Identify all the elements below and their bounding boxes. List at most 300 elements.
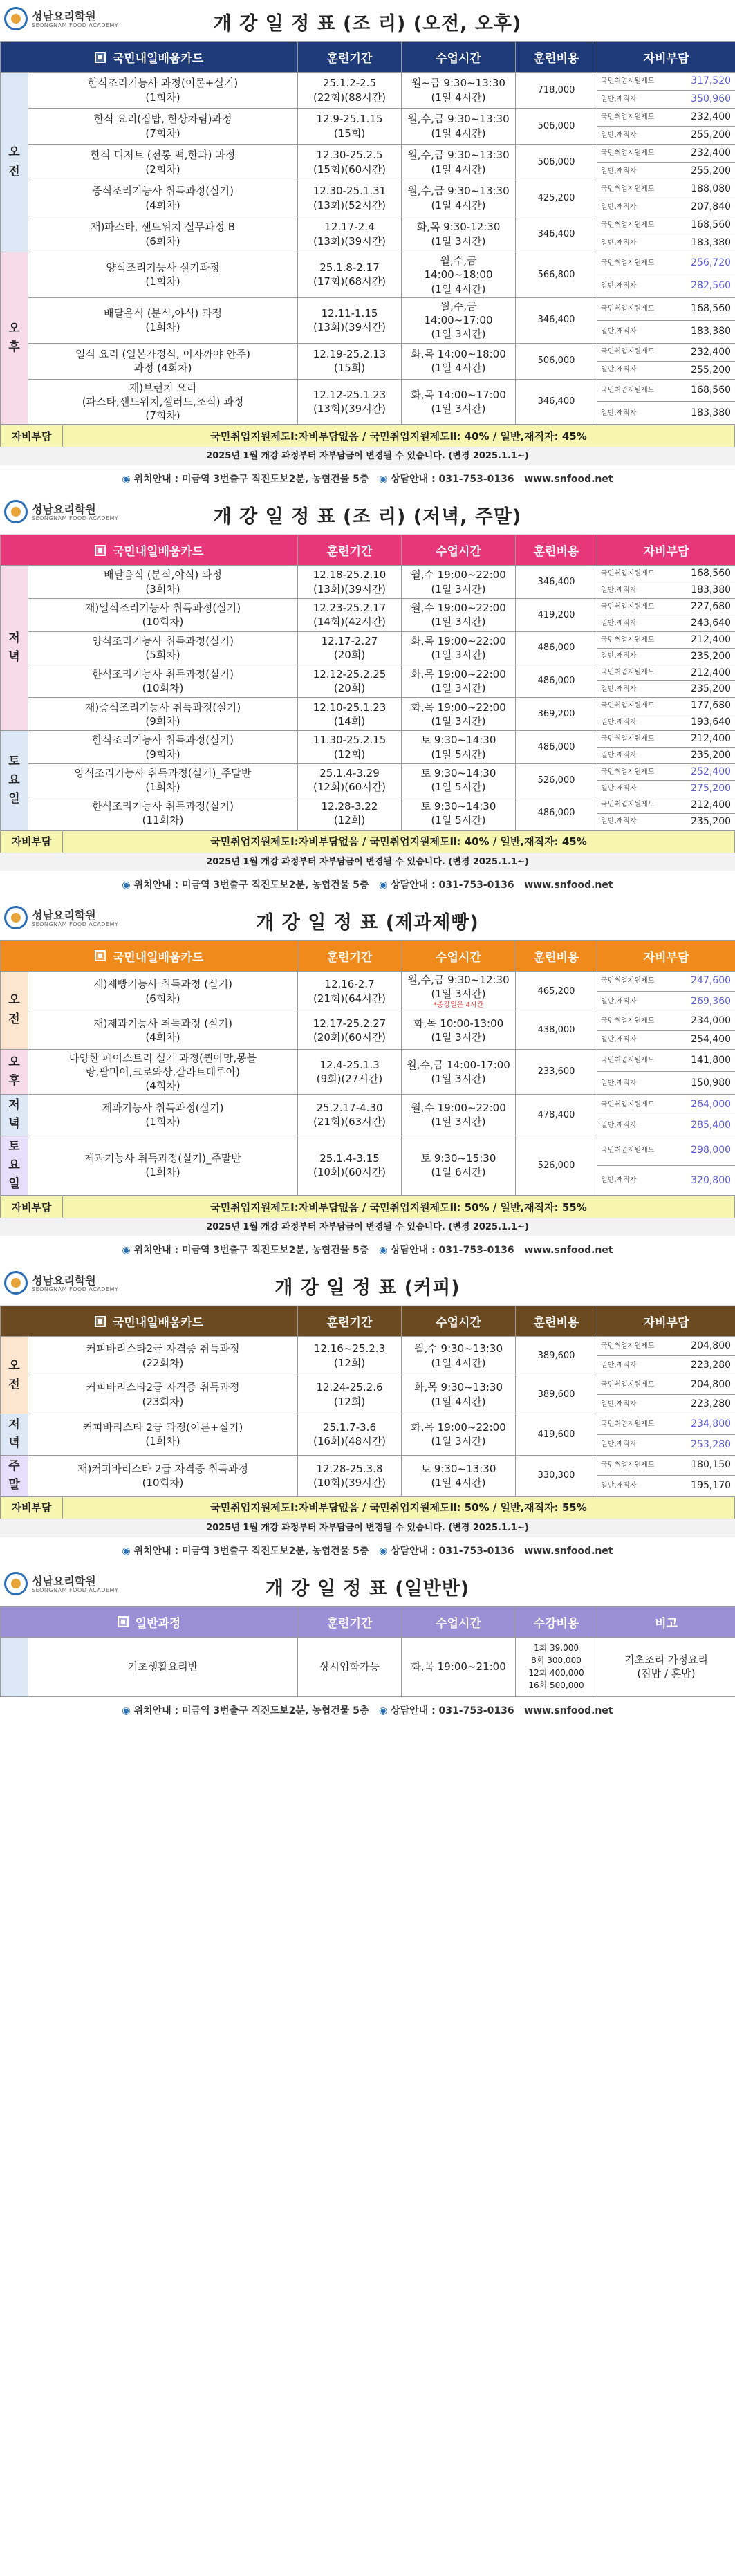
phone-icon: ◉	[379, 1545, 388, 1557]
tier-label: 일반,재직자	[597, 748, 673, 764]
table-row	[1, 109, 735, 127]
table-row	[1, 1637, 735, 1696]
tier-label: 국민취업지원제도	[597, 566, 673, 582]
contact-info: ◉ 위치안내 : 미금역 3번출구 직진도보2분, 농협건물 5층 ◉ 상담안내 : 031-753-0136 www.snfood.net	[122, 1245, 613, 1257]
page-title: 개 강 일 정 표 (조 리) (저녁, 주말)	[213, 506, 522, 528]
tier-label: 일반,재직자	[597, 1115, 673, 1136]
course-name: 기초생활요리반	[28, 1637, 298, 1696]
training-fee: 233,600	[516, 1049, 597, 1095]
table-row	[1, 73, 735, 91]
academy-logo: 성남요리학원 SEONGNAM FOOD ACADEMY	[4, 1268, 87, 1300]
self-pay-footer: 자비부담 국민취업지원제도Ⅰ:자비부담없음 / 국민취업지원제도Ⅱ: 40% / 일반,재직자: 45%	[0, 831, 735, 853]
self-pay-amount: 234,000	[673, 1012, 735, 1030]
self-pay-amount: 235,200	[673, 681, 735, 698]
schedule-table	[0, 1306, 735, 1497]
training-fee: 486,000	[516, 797, 597, 830]
class-time: 화,목 14:00~17:00 (1일 3시간)	[402, 379, 516, 425]
page-title: 개 강 일 정 표 (제과제빵)	[256, 911, 479, 934]
card-icon	[95, 1316, 106, 1327]
course-name: 배달음식 (분식,야식) 과정 (1회차)	[28, 297, 298, 343]
tier-label: 일반,재직자	[597, 198, 673, 216]
training-fee: 425,200	[516, 180, 597, 216]
tier-label: 국민취업지원제도	[597, 297, 673, 320]
period: 12.28-25.3.8 (10회)(39시간)	[298, 1455, 402, 1496]
page-title: 개 강 일 정 표 (조 리) (오전, 오후)	[213, 13, 522, 35]
period: 25.1.7-3.6 (16회)(48시간)	[298, 1414, 402, 1455]
training-fee: 718,000	[516, 73, 597, 109]
self-pay-amount: 350,960	[673, 91, 735, 109]
table-row	[1, 665, 735, 681]
class-time: 화,목 14:00~18:00 (1일 4시간)	[402, 343, 516, 379]
tier-label: 국민취업지원제도	[597, 1375, 673, 1395]
training-fee: 465,200	[516, 971, 597, 1012]
tier-label: 국민취업지원제도	[597, 971, 673, 992]
website-link[interactable]: www.snfood.net	[524, 1245, 613, 1257]
tier-label: 국민취업지원제도	[597, 1414, 673, 1435]
tier-label: 국민취업지원제도	[597, 145, 673, 163]
tier-label: 국민취업지원제도	[597, 379, 673, 402]
phone-icon: ◉	[379, 879, 388, 891]
col-class-time: 수업시간	[402, 1306, 516, 1337]
col-class-time: 수업시간	[402, 535, 516, 566]
self-pay-amount: 150,980	[673, 1072, 735, 1095]
section-header	[0, 1264, 735, 1306]
training-fee: 478,400	[516, 1095, 597, 1136]
period: 12.17-25.2.27 (20회)(60시간)	[298, 1012, 402, 1049]
schedule-table	[0, 535, 735, 830]
self-pay-amount: 168,560	[673, 216, 735, 234]
self-pay-amount: 207,840	[673, 198, 735, 216]
col-class-time: 수업시간	[402, 1606, 516, 1637]
notice: 2025년 1월 개강 과정부터 자부담금이 변경될 수 있습니다. (변경 2025.1.1~)	[0, 853, 735, 871]
self-pay-amount: 188,080	[673, 180, 735, 198]
contact-info: ◉ 위치안내 : 미금역 3번출구 직진도보2분, 농협건물 5층 ◉ 상담안내 : 031-753-0136 www.snfood.net	[122, 1705, 613, 1716]
card-icon	[95, 545, 106, 556]
period: 12.28-3.22 (12회)	[298, 797, 402, 830]
self-pay-amount: 264,000	[673, 1095, 735, 1115]
self-pay-amount: 183,380	[673, 402, 735, 425]
course-name: 커피바리스타 2급 과정(이론+실기) (1회차)	[28, 1414, 298, 1455]
contact-info: ◉ 위치안내 : 미금역 3번출구 직진도보2분, 농협건물 5층 ◉ 상담안내 : 031-753-0136 www.snfood.net	[122, 474, 613, 485]
schedule-cooking-day	[0, 0, 735, 493]
period: 12.24-25.2.6 (12회)	[298, 1375, 402, 1414]
academy-logo: 성남요리학원 SEONGNAM FOOD ACADEMY	[4, 903, 87, 935]
tier-label: 국민취업지원제도	[597, 180, 673, 198]
location-icon: ◉	[122, 474, 131, 485]
card-header: 국민내일배움카드	[1, 940, 298, 971]
training-fee: 389,600	[516, 1375, 597, 1414]
period: 12.9-25.1.15 (15회)	[298, 109, 402, 145]
time-slot-label: 오 후	[1, 1049, 28, 1095]
fee-list: 1회 39,000 8회 300,000 12회 400,000 16회 500,000	[516, 1637, 597, 1696]
phone-icon: ◉	[379, 474, 388, 485]
self-pay-amount: 195,170	[673, 1476, 735, 1497]
period: 12.4-25.1.3 (9회)(27시간)	[298, 1049, 402, 1095]
tier-label: 일반,재직자	[597, 1434, 673, 1455]
self-pay-amount: 235,200	[673, 748, 735, 764]
period: 25.1.2-2.5 (22회)(88시간)	[298, 73, 402, 109]
period: 12.18-25.2.10 (13회)(39시간)	[298, 566, 402, 599]
self-pay-footer: 자비부담 국민취업지원제도Ⅰ:자비부담없음 / 국민취업지원제도Ⅱ: 50% / 일반,재직자: 55%	[0, 1196, 735, 1218]
contact-info: ◉ 위치안내 : 미금역 3번출구 직진도보2분, 농협건물 5층 ◉ 상담안내 : 031-753-0136 www.snfood.net	[122, 879, 613, 891]
phone-icon: ◉	[379, 1245, 388, 1257]
website-link[interactable]: www.snfood.net	[524, 1545, 613, 1557]
training-fee: 566,800	[516, 252, 597, 298]
section-header	[0, 0, 735, 41]
table-row	[1, 1455, 735, 1476]
period: 25.1.4-3.29 (12회)(60시간)	[298, 763, 402, 797]
self-pay-amount: 212,400	[673, 631, 735, 648]
course-name: 한식 디저트 (전통 떡,한과) 과정 (2회차)	[28, 145, 298, 180]
academy-logo: 성남요리학원 SEONGNAM FOOD ACADEMY	[4, 1569, 87, 1601]
general-table	[0, 1606, 735, 1697]
period: 12.10-25.1.23 (14회)	[298, 698, 402, 731]
col-period: 훈련기간	[298, 535, 402, 566]
course-name: 한식조리기능사 과정(이론+실기) (1회차)	[28, 73, 298, 109]
tier-label: 국민취업지원제도	[597, 763, 673, 780]
course-name: 한식조리기능사 취득과정(실기) (9회차)	[28, 731, 298, 764]
col-fee: 훈련비용	[516, 940, 597, 971]
table-row	[1, 566, 735, 582]
schedule-cooking-evening	[0, 493, 735, 898]
self-pay-amount: 232,400	[673, 145, 735, 163]
tier-label: 국민취업지원제도	[597, 216, 673, 234]
class-time: 월,수,금 14:00~17:00 (1일 3시간)	[402, 297, 516, 343]
website-link[interactable]: www.snfood.net	[524, 474, 613, 485]
self-pay-amount: 252,400	[673, 763, 735, 780]
location-icon: ◉	[122, 1245, 131, 1257]
self-pay-amount: 275,200	[673, 780, 735, 797]
self-pay-amount: 282,560	[673, 275, 735, 297]
time-slot-label: 주 말	[1, 1455, 28, 1496]
table-row	[1, 1414, 735, 1435]
tier-label: 국민취업지원제도	[597, 109, 673, 127]
schedule-general	[0, 1565, 735, 1725]
time-slot-label: 오 전	[1, 971, 28, 1049]
class-time: 토 9:30~14:30 (1일 5시간)	[402, 731, 516, 764]
tier-label: 국민취업지원제도	[597, 599, 673, 615]
class-time: 화,목 19:00~21:00	[402, 1637, 516, 1696]
class-time: 화,목 19:00~22:00 (1일 3시간)	[402, 698, 516, 731]
self-pay-amount: 247,600	[673, 971, 735, 992]
table-row	[1, 297, 735, 320]
period: 12.19-25.2.13 (15회)	[298, 343, 402, 379]
website-link[interactable]: www.snfood.net	[524, 1705, 613, 1716]
training-fee: 330,300	[516, 1455, 597, 1496]
tier-label: 일반,재직자	[597, 1165, 673, 1195]
period: 11.30-25.2.15 (12회)	[298, 731, 402, 764]
card-icon	[118, 1616, 129, 1627]
class-time: 화,목 19:00~22:00 (1일 3시간)	[402, 631, 516, 665]
period: 12.12-25.1.23 (13회)(39시간)	[298, 379, 402, 425]
notice: 2025년 1월 개강 과정부터 자부담금이 변경될 수 있습니다. (변경 2025.1.1~)	[0, 1519, 735, 1537]
course-name: 재)브런치 요리 (파스타,샌드위치,샐러드,조식) 과정 (7회차)	[28, 379, 298, 425]
course-name: 양식조리기능사 취득과정(실기)_주말반 (1회차)	[28, 763, 298, 797]
table-row	[1, 763, 735, 780]
training-fee: 346,400	[516, 566, 597, 599]
self-pay-amount: 183,380	[673, 234, 735, 252]
tier-label: 국민취업지원제도	[597, 73, 673, 91]
tier-label: 일반,재직자	[597, 163, 673, 180]
time-slot-label: 저 녁	[1, 1414, 28, 1455]
table-row	[1, 797, 735, 813]
col-period: 훈련기간	[298, 1306, 402, 1337]
self-pay-amount: 204,800	[673, 1375, 735, 1395]
class-time: 화,목 10:00-13:00 (1일 3시간)	[402, 1012, 516, 1049]
self-pay-amount: 223,280	[673, 1395, 735, 1414]
col-class-time: 수업시간	[402, 940, 516, 971]
col-self-pay: 자비부담	[597, 42, 735, 73]
tier-label: 일반,재직자	[597, 1476, 673, 1497]
self-pay-amount: 256,720	[673, 252, 735, 275]
tier-label: 일반,재직자	[597, 234, 673, 252]
schedule-table	[0, 940, 735, 1196]
course-name: 제과기능사 취득과정(실기) (1회차)	[28, 1095, 298, 1136]
tier-label: 국민취업지원제도	[597, 252, 673, 275]
tier-label: 일반,재직자	[597, 1030, 673, 1049]
class-time: 월,수,금 9:30~13:30 (1일 4시간)	[402, 180, 516, 216]
col-self-pay: 자비부담	[597, 940, 735, 971]
course-name: 커피바리스타2급 자격증 취득과정 (22회차)	[28, 1337, 298, 1375]
table-row	[1, 343, 735, 361]
period: 12.30-25.2.5 (15회)(60시간)	[298, 145, 402, 180]
self-pay-amount: 235,200	[673, 648, 735, 665]
training-fee: 346,400	[516, 379, 597, 425]
training-fee: 486,000	[516, 631, 597, 665]
course-name: 제과기능사 취득과정(실기)_주말반 (1회차)	[28, 1136, 298, 1196]
location-icon: ◉	[122, 1705, 131, 1716]
self-pay-amount: 298,000	[673, 1136, 735, 1165]
period: 12.16-2.7 (21회)(64시간)	[298, 971, 402, 1012]
table-row	[1, 379, 735, 402]
tier-label: 일반,재직자	[597, 91, 673, 109]
self-pay-amount: 212,400	[673, 731, 735, 748]
notice: 2025년 1월 개강 과정부터 자부담금이 변경될 수 있습니다. (변경 2025.1.1~)	[0, 447, 735, 465]
table-row	[1, 599, 735, 615]
self-pay-amount: 234,800	[673, 1414, 735, 1435]
table-row	[1, 631, 735, 648]
tier-label: 일반,재직자	[597, 714, 673, 731]
self-pay-footer: 자비부담 국민취업지원제도Ⅰ:자비부담없음 / 국민취업지원제도Ⅱ: 40% / 일반,재직자: 45%	[0, 425, 735, 447]
self-pay-amount: 212,400	[673, 797, 735, 813]
course-name: 커피바리스타2급 자격증 취득과정 (23회차)	[28, 1375, 298, 1414]
self-pay-amount: 204,800	[673, 1337, 735, 1356]
academy-logo: 성남요리학원 SEONGNAM FOOD ACADEMY	[4, 4, 87, 36]
class-time: 화,목 9:30~13:30 (1일 4시간)	[402, 1375, 516, 1414]
class-time: 토 9:30~14:30 (1일 5시간)	[402, 763, 516, 797]
class-time: 토 9:30~13:30 (1일 4시간)	[402, 1455, 516, 1496]
self-pay-amount: 232,400	[673, 109, 735, 127]
self-pay-amount: 255,200	[673, 163, 735, 180]
tier-label: 일반,재직자	[597, 681, 673, 698]
self-pay-amount: 223,280	[673, 1356, 735, 1375]
time-slot-label: 토 요 일	[1, 731, 28, 830]
self-pay-amount: 183,380	[673, 582, 735, 599]
self-pay-amount: 212,400	[673, 665, 735, 681]
class-time: 월,수,금 14:00~18:00 (1일 4시간)	[402, 252, 516, 298]
period: 12.11-1.15 (13회)(39시간)	[298, 297, 402, 343]
course-name: 양식조리기능사 실기과정 (1회차)	[28, 252, 298, 298]
tier-label: 일반,재직자	[597, 361, 673, 379]
course-name: 재)커피바리스타 2급 자격증 취득과정 (10회차)	[28, 1455, 298, 1496]
phone-icon: ◉	[379, 1705, 388, 1716]
training-fee: 369,200	[516, 698, 597, 731]
self-pay-amount: 243,640	[673, 615, 735, 631]
tier-label: 국민취업지원제도	[597, 665, 673, 681]
course-name: 양식조리기능사 취득과정(실기) (5회차)	[28, 631, 298, 665]
training-fee: 438,000	[516, 1012, 597, 1049]
self-pay-amount: 285,400	[673, 1115, 735, 1136]
period: 상시입학가능	[298, 1637, 402, 1696]
location-icon: ◉	[122, 1545, 131, 1557]
period: 25.1.8-2.17 (17회)(68시간)	[298, 252, 402, 298]
time-slot-label: 오 후	[1, 252, 28, 425]
tier-label: 일반,재직자	[597, 582, 673, 599]
self-pay-amount: 255,200	[673, 127, 735, 145]
card-header: 국민내일배움카드	[1, 535, 298, 566]
course-name: 한식조리기능사 취득과정(실기) (10회차)	[28, 665, 298, 698]
tier-label: 국민취업지원제도	[597, 1455, 673, 1476]
col-period: 훈련기간	[298, 1606, 402, 1637]
self-pay-amount: 141,800	[673, 1049, 735, 1072]
notice: 2025년 1월 개강 과정부터 자부담금이 변경될 수 있습니다. (변경 2025.1.1~)	[0, 1218, 735, 1236]
self-pay-amount: 168,560	[673, 379, 735, 402]
tier-label: 일반,재직자	[597, 648, 673, 665]
col-fee: 수강비용	[516, 1606, 597, 1637]
card-header: 국민내일배움카드	[1, 42, 298, 73]
col-period: 훈련기간	[298, 42, 402, 73]
section-header	[0, 1565, 735, 1606]
page-title: 개 강 일 정 표 (일반반)	[265, 1577, 470, 1600]
col-fee: 훈련비용	[516, 1306, 597, 1337]
training-fee: 486,000	[516, 731, 597, 764]
self-pay-amount: 255,200	[673, 361, 735, 379]
period: 12.30-25.1.31 (13회)(52시간)	[298, 180, 402, 216]
tier-label: 국민취업지원제도	[597, 1012, 673, 1030]
page-title: 개 강 일 정 표 (커피)	[275, 1277, 460, 1299]
self-pay-amount: 254,400	[673, 1030, 735, 1049]
course-name: 중식조리기능사 취득과정(실기) (4회차)	[28, 180, 298, 216]
table-row	[1, 698, 735, 714]
col-course: 일반과정	[1, 1606, 298, 1637]
table-row	[1, 145, 735, 163]
class-time: 월,수,금 9:30~13:30 (1일 4시간)	[402, 145, 516, 180]
self-pay-amount: 168,560	[673, 297, 735, 320]
training-fee: 486,000	[516, 665, 597, 698]
class-time: 월,수,금 9:30~12:30 (1일 3시간) *종강일은 4시간	[402, 971, 516, 1012]
self-pay-amount: 235,200	[673, 813, 735, 830]
tier-label: 국민취업지원제도	[597, 731, 673, 748]
self-pay-amount: 320,800	[673, 1165, 735, 1195]
training-fee: 506,000	[516, 109, 597, 145]
location-icon: ◉	[122, 879, 131, 891]
training-fee: 526,000	[516, 763, 597, 797]
tier-label: 일반,재직자	[597, 1395, 673, 1414]
tier-label: 일반,재직자	[597, 615, 673, 631]
col-class-time: 수업시간	[402, 42, 516, 73]
table-row	[1, 1375, 735, 1395]
course-name: 배달음식 (분식,야식) 과정 (3회차)	[28, 566, 298, 599]
tier-label: 일반,재직자	[597, 992, 673, 1012]
training-fee: 526,000	[516, 1136, 597, 1196]
section-header	[0, 899, 735, 940]
tier-label: 일반,재직자	[597, 320, 673, 343]
table-row	[1, 1337, 735, 1356]
period: 12.16~25.2.3 (12회)	[298, 1337, 402, 1375]
period: 12.12-25.2.25 (20회)	[298, 665, 402, 698]
col-self-pay: 자비부담	[597, 1306, 735, 1337]
class-time: 월,수 19:00~22:00 (1일 3시간)	[402, 599, 516, 632]
time-slot-label: 토 요 일	[1, 1136, 28, 1196]
training-fee: 506,000	[516, 343, 597, 379]
academy-logo: 성남요리학원 SEONGNAM FOOD ACADEMY	[4, 497, 87, 529]
col-fee: 훈련비용	[516, 42, 597, 73]
tier-label: 일반,재직자	[597, 1356, 673, 1375]
class-time: 화,목 9:30-12:30 (1일 3시간)	[402, 216, 516, 252]
col-period: 훈련기간	[298, 940, 402, 971]
tier-label: 국민취업지원제도	[597, 1136, 673, 1165]
training-fee: 419,600	[516, 1414, 597, 1455]
table-row	[1, 1136, 735, 1165]
self-pay-amount: 183,380	[673, 320, 735, 343]
training-fee: 419,200	[516, 599, 597, 632]
tier-label: 국민취업지원제도	[597, 797, 673, 813]
tier-label: 일반,재직자	[597, 1072, 673, 1095]
col-note: 비고	[597, 1606, 735, 1637]
card-icon	[95, 52, 106, 63]
self-pay-amount: 269,360	[673, 992, 735, 1012]
self-pay-amount: 317,520	[673, 73, 735, 91]
class-time: 화,목 19:00~22:00 (1일 3시간)	[402, 1414, 516, 1455]
table-row	[1, 1049, 735, 1072]
self-pay-amount: 253,280	[673, 1434, 735, 1455]
table-row	[1, 1095, 735, 1115]
schedule-table	[0, 41, 735, 425]
website-link[interactable]: www.snfood.net	[524, 879, 613, 891]
time-slot-label: 저 녁	[1, 1095, 28, 1136]
course-name: 재)일식조리기능사 취득과정(실기) (10회차)	[28, 599, 298, 632]
period: 25.1.4-3.15 (10회)(60시간)	[298, 1136, 402, 1196]
table-row	[1, 971, 735, 992]
course-name: 한식조리기능사 취득과정(실기) (11회차)	[28, 797, 298, 830]
self-pay-amount: 180,150	[673, 1455, 735, 1476]
time-slot-label: 저 녁	[1, 566, 28, 731]
training-fee: 346,400	[516, 297, 597, 343]
self-pay-amount: 232,400	[673, 343, 735, 361]
table-row	[1, 1012, 735, 1030]
tier-label: 일반,재직자	[597, 127, 673, 145]
time-slot-label: 오 전	[1, 73, 28, 252]
tier-label: 국민취업지원제도	[597, 1049, 673, 1072]
tier-label: 국민취업지원제도	[597, 343, 673, 361]
course-name: 한식 요리(집밥, 한상차림)과정 (7회차)	[28, 109, 298, 145]
time-slot-label: 오 전	[1, 1337, 28, 1414]
section-header	[0, 493, 735, 535]
col-fee: 훈련비용	[516, 535, 597, 566]
card-header: 국민내일배움카드	[1, 1306, 298, 1337]
class-time: 월,수,금 14:00-17:00 (1일 3시간)	[402, 1049, 516, 1095]
table-row	[1, 180, 735, 198]
class-time: 월~금 9:30~13:30 (1일 4시간)	[402, 73, 516, 109]
period: 12.17-2.27 (20회)	[298, 631, 402, 665]
self-pay-amount: 227,680	[673, 599, 735, 615]
self-pay-amount: 168,560	[673, 566, 735, 582]
course-name: 다양한 페이스트리 실기 과정(퀸아망,몽블 랑,팔미어,크로와상,갈라트데루아) (4회차)	[28, 1049, 298, 1095]
period: 12.17-2.4 (13회)(39시간)	[298, 216, 402, 252]
tier-label: 일반,재직자	[597, 402, 673, 425]
tier-label: 국민취업지원제도	[597, 1095, 673, 1115]
class-time: 월,수 9:30~13:30 (1일 4시간)	[402, 1337, 516, 1375]
